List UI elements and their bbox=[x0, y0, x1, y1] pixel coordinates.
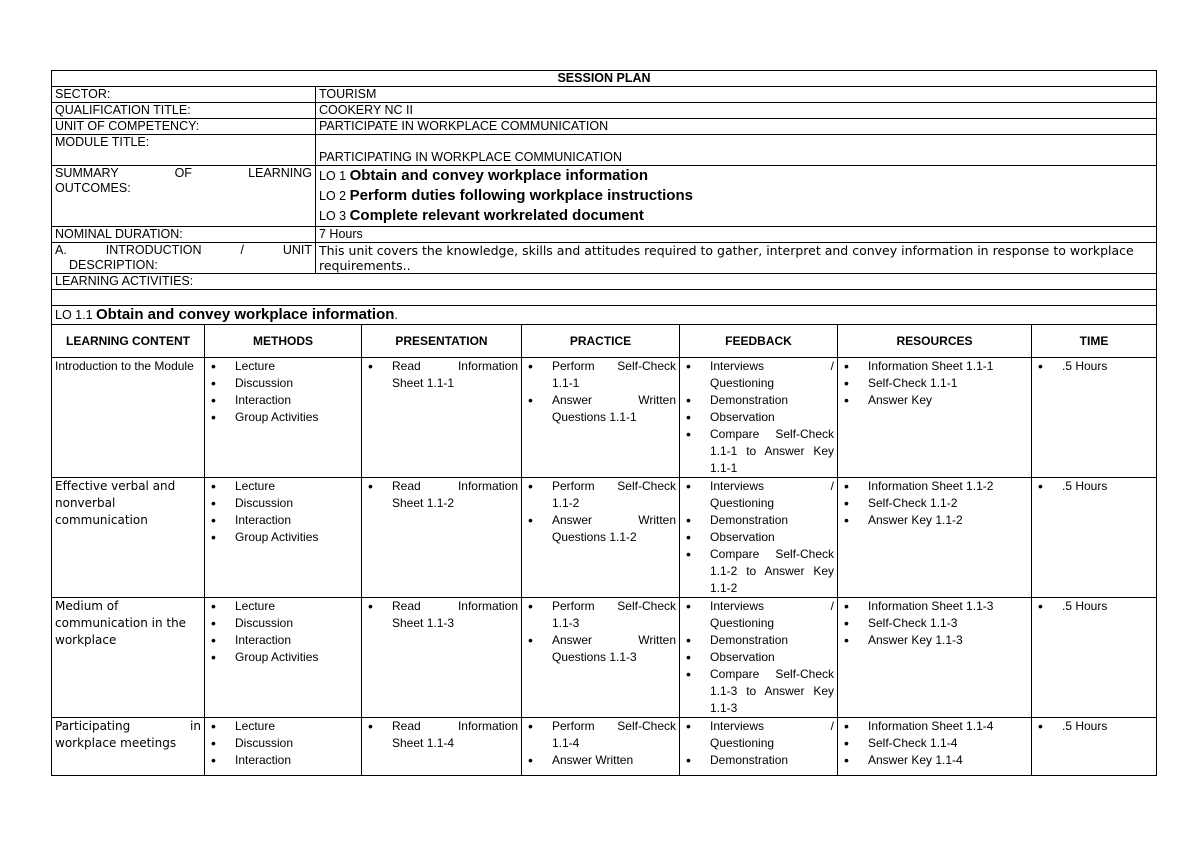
list-item: • Observation bbox=[683, 409, 834, 426]
header-row-duration bbox=[52, 227, 1157, 243]
list-item: • Compare Self-Check 1.1-1 to Answer Key 1.1-1 bbox=[683, 426, 834, 477]
resources-cell bbox=[838, 358, 1032, 478]
activities-header-row bbox=[52, 325, 1157, 358]
learning-content-cell: Medium of communication in the workplace bbox=[52, 598, 205, 718]
column-header-feedback: FEEDBACK bbox=[680, 325, 838, 358]
practice-cell bbox=[522, 358, 680, 478]
list-item: • Observation bbox=[683, 529, 834, 546]
table-row bbox=[52, 598, 1157, 718]
time-cell bbox=[1032, 478, 1157, 598]
feedback-cell bbox=[680, 358, 838, 478]
presentation-cell bbox=[362, 358, 522, 478]
list-item: • Lecture bbox=[208, 478, 358, 495]
header-row-introduction bbox=[52, 243, 1157, 274]
list-item: • Perform Self-Check 1.1-4 bbox=[525, 718, 676, 752]
introduction-text: This unit covers the knowledge, skills and attitudes required to gather, interpret and convey information in response to workplace requirements.. bbox=[316, 243, 1157, 274]
column-header-practice: PRACTICE bbox=[522, 325, 680, 358]
list-item: • Group Activities bbox=[208, 529, 358, 546]
list-item: • Interaction bbox=[208, 512, 358, 529]
column-header-time: TIME bbox=[1032, 325, 1157, 358]
module-value: PARTICIPATING IN WORKPLACE COMMUNICATION bbox=[316, 135, 1157, 166]
list-item: • Interviews / Questioning bbox=[683, 718, 834, 752]
list-item: • Compare Self-Check 1.1-2 to Answer Key 1.1-2 bbox=[683, 546, 834, 597]
practice-cell bbox=[522, 718, 680, 776]
list-item: • Read Information Sheet 1.1-4 bbox=[365, 718, 518, 752]
list-item: • Information Sheet 1.1-2 bbox=[841, 478, 1028, 495]
list-item: • Discussion bbox=[208, 615, 358, 632]
list-item: • Demonstration bbox=[683, 632, 834, 649]
resources-cell bbox=[838, 718, 1032, 776]
list-item: • Compare Self-Check 1.1-3 to Answer Key 1.1-3 bbox=[683, 666, 834, 717]
list-item: • Answer Written Questions 1.1-3 bbox=[525, 632, 676, 666]
resources-cell bbox=[838, 478, 1032, 598]
summary-outcomes bbox=[316, 166, 1157, 227]
list-item: • Interviews / Questioning bbox=[683, 598, 834, 632]
summary-label-line2: OUTCOMES: bbox=[55, 181, 131, 195]
list-item: • Answer Key bbox=[841, 392, 1028, 409]
list-item: • Interaction bbox=[208, 392, 358, 409]
duration-value: 7 Hours bbox=[316, 227, 1157, 243]
resources-cell bbox=[838, 598, 1032, 718]
list-item: • Answer Key 1.1-2 bbox=[841, 512, 1028, 529]
list-item: • Self-Check 1.1-4 bbox=[841, 735, 1028, 752]
session-plan-header-table bbox=[51, 70, 1157, 325]
list-item: • Lecture bbox=[208, 358, 358, 375]
sector-value: TOURISM bbox=[316, 87, 1157, 103]
outcome-3: LO 3 Complete relevant workrelated document bbox=[319, 207, 644, 224]
list-item: • .5 Hours bbox=[1035, 358, 1153, 375]
header-row-summary bbox=[52, 166, 1157, 227]
list-item: • Read Information Sheet 1.1-2 bbox=[365, 478, 518, 512]
list-item: • Perform Self-Check 1.1-1 bbox=[525, 358, 676, 392]
time-cell bbox=[1032, 358, 1157, 478]
list-item: • Answer Key 1.1-3 bbox=[841, 632, 1028, 649]
list-item: • Read Information Sheet 1.1-1 bbox=[365, 358, 518, 392]
list-item: • Self-Check 1.1-2 bbox=[841, 495, 1028, 512]
list-item: • Interaction bbox=[208, 752, 358, 769]
learning-content-cell: Effective verbal and nonverbal communication bbox=[52, 478, 205, 598]
list-item: • Interviews / Questioning bbox=[683, 358, 834, 392]
header-row-unit bbox=[52, 119, 1157, 135]
list-item: • Demonstration bbox=[683, 752, 834, 769]
presentation-cell bbox=[362, 598, 522, 718]
feedback-cell bbox=[680, 478, 838, 598]
outcome-1: LO 1 Obtain and convey workplace information bbox=[319, 167, 648, 184]
list-item: • .5 Hours bbox=[1035, 478, 1153, 495]
column-header-learning-content: LEARNING CONTENT bbox=[52, 325, 205, 358]
methods-cell bbox=[205, 358, 362, 478]
list-item: • Read Information Sheet 1.1-3 bbox=[365, 598, 518, 632]
unit-value: PARTICIPATE IN WORKPLACE COMMUNICATION bbox=[316, 119, 1157, 135]
summary-label bbox=[52, 166, 316, 227]
time-cell bbox=[1032, 598, 1157, 718]
practice-cell bbox=[522, 598, 680, 718]
list-item: • Discussion bbox=[208, 495, 358, 512]
header-row-qualification bbox=[52, 103, 1157, 119]
page-title: SESSION PLAN bbox=[52, 71, 1157, 87]
list-item: • Observation bbox=[683, 649, 834, 666]
list-item: • Group Activities bbox=[208, 409, 358, 426]
column-header-methods: METHODS bbox=[205, 325, 362, 358]
learning-content-cell: Participating in workplace meetings bbox=[52, 718, 205, 776]
sector-label: SECTOR: bbox=[52, 87, 316, 103]
spacer-row bbox=[52, 290, 1157, 306]
methods-cell bbox=[205, 718, 362, 776]
learning-activities-label: LEARNING ACTIVITIES: bbox=[52, 274, 1157, 290]
list-item: • .5 Hours bbox=[1035, 598, 1153, 615]
feedback-cell bbox=[680, 598, 838, 718]
learning-activities-table bbox=[51, 324, 1157, 776]
list-item: • Discussion bbox=[208, 375, 358, 392]
list-item: • Perform Self-Check 1.1-2 bbox=[525, 478, 676, 512]
presentation-cell bbox=[362, 718, 522, 776]
lo-heading: LO 1.1 Obtain and convey workplace information. bbox=[52, 306, 1157, 325]
qualification-value: COOKERY NC II bbox=[316, 103, 1157, 119]
table-row bbox=[52, 478, 1157, 598]
header-row-module bbox=[52, 135, 1157, 166]
list-item: • Self-Check 1.1-3 bbox=[841, 615, 1028, 632]
list-item: • Answer Written bbox=[525, 752, 676, 769]
qualification-label: QUALIFICATION TITLE: bbox=[52, 103, 316, 119]
introduction-label-line2: DESCRIPTION: bbox=[69, 258, 158, 272]
list-item: • Demonstration bbox=[683, 512, 834, 529]
list-item: • Information Sheet 1.1-3 bbox=[841, 598, 1028, 615]
module-label: MODULE TITLE: bbox=[52, 135, 316, 166]
list-item: • Information Sheet 1.1-4 bbox=[841, 718, 1028, 735]
table-row bbox=[52, 718, 1157, 776]
list-item: • Answer Key 1.1-4 bbox=[841, 752, 1028, 769]
presentation-cell bbox=[362, 478, 522, 598]
summary-label-line1: SUMMARY OF LEARNING bbox=[55, 166, 312, 180]
column-header-resources: RESOURCES bbox=[838, 325, 1032, 358]
introduction-label-line1: A. INTRODUCTION / UNIT bbox=[55, 243, 312, 257]
unit-label: UNIT OF COMPETENCY: bbox=[52, 119, 316, 135]
session-plan-document bbox=[51, 70, 1156, 776]
learning-content-cell: Introduction to the Module bbox=[52, 358, 205, 478]
list-item: • Interaction bbox=[208, 632, 358, 649]
list-item: • Answer Written Questions 1.1-2 bbox=[525, 512, 676, 546]
list-item: • Group Activities bbox=[208, 649, 358, 666]
list-item: • Answer Written Questions 1.1-1 bbox=[525, 392, 676, 426]
time-cell bbox=[1032, 718, 1157, 776]
duration-label: NOMINAL DURATION: bbox=[52, 227, 316, 243]
list-item: • Lecture bbox=[208, 598, 358, 615]
list-item: • Self-Check 1.1-1 bbox=[841, 375, 1028, 392]
column-header-presentation: PRESENTATION bbox=[362, 325, 522, 358]
practice-cell bbox=[522, 478, 680, 598]
list-item: • Perform Self-Check 1.1-3 bbox=[525, 598, 676, 632]
methods-cell bbox=[205, 478, 362, 598]
methods-cell bbox=[205, 598, 362, 718]
list-item: • Demonstration bbox=[683, 392, 834, 409]
list-item: • Interviews / Questioning bbox=[683, 478, 834, 512]
table-row bbox=[52, 358, 1157, 478]
list-item: • Lecture bbox=[208, 718, 358, 735]
introduction-label bbox=[52, 243, 316, 274]
feedback-cell bbox=[680, 718, 838, 776]
list-item: • Discussion bbox=[208, 735, 358, 752]
header-row-sector bbox=[52, 87, 1157, 103]
outcome-2: LO 2 Perform duties following workplace instructions bbox=[319, 187, 693, 204]
list-item: • Information Sheet 1.1-1 bbox=[841, 358, 1028, 375]
list-item: • .5 Hours bbox=[1035, 718, 1153, 735]
